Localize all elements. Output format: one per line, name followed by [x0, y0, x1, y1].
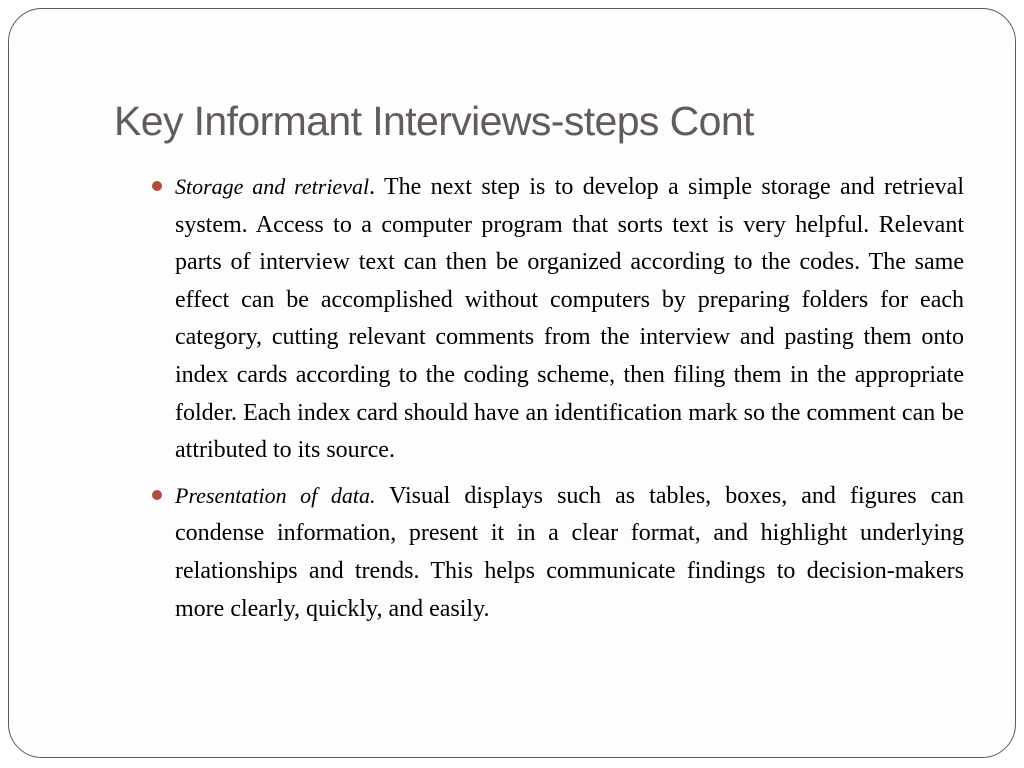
bullet-body: The next step is to develop a simple storage and retrieval system. Access to a computer program that sorts text is very helpful. Relevant parts of interview text can then be organized according to the codes. The same effect can be accomplished without computers by preparing folders for each category, cutting relevant comments from the interview and pasting them onto index cards according to the coding scheme, then filing them in the appropriate folder. Each index card should have an identification mark so the comment can be attributed to its source.	[175, 174, 964, 464]
bullet-term: Storage and retrieval	[175, 174, 370, 199]
bullet-list	[150, 168, 964, 635]
bullet-term-punct: .	[369, 174, 376, 200]
bullet-term: Presentation of data.	[175, 482, 376, 508]
bullet-dot-icon	[152, 181, 162, 191]
bullet-text	[175, 168, 964, 470]
slide-title: Key Informant Interviews-steps Cont	[114, 98, 754, 144]
bullet-text	[175, 477, 964, 628]
bullet-dot-icon	[152, 490, 162, 500]
bullet-item-storage-retrieval	[150, 168, 964, 470]
bullet-item-presentation-of-data	[150, 477, 964, 628]
bullet-body: Visual displays such as tables, boxes, and figures can condense information, present it in a clear format, and highlight underlying relationships and trends. This helps communicate findings to decision-makers more clearly, quickly, and easily.	[175, 482, 964, 622]
